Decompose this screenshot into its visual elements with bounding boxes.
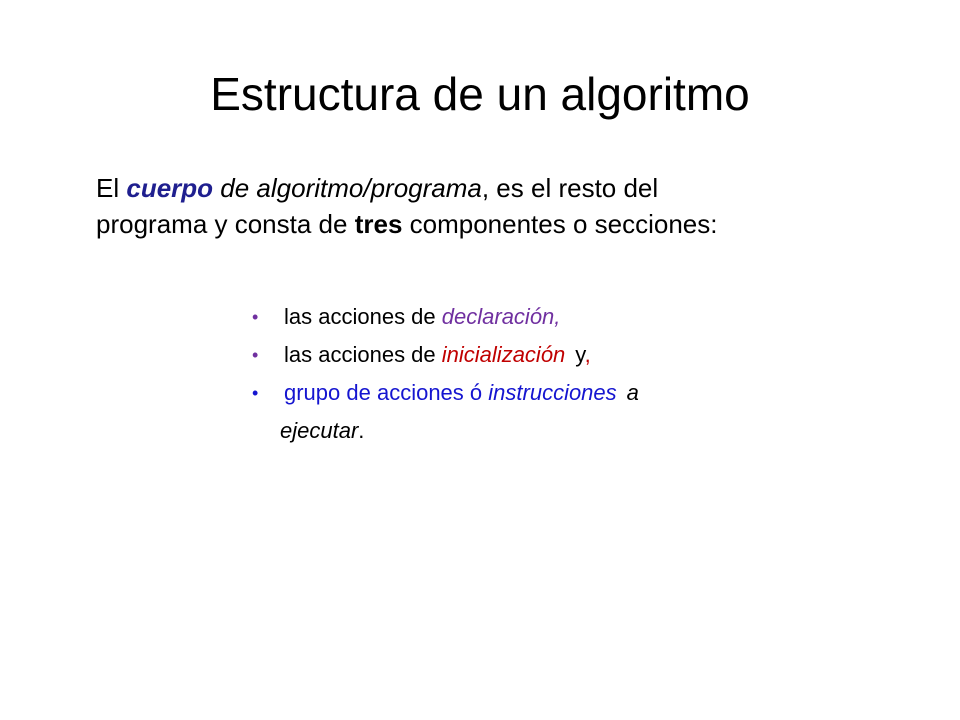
item-continuation <box>280 412 810 450</box>
list-item-inicializacion <box>250 336 810 374</box>
intro-el: El <box>96 173 120 203</box>
intro-line2-end: componentes o secciones: <box>409 209 718 239</box>
item-prefix: grupo de acciones ó <box>284 380 483 405</box>
item-continuation-text: ejecutar <box>280 418 359 443</box>
item-prefix: las acciones de <box>284 304 436 329</box>
list-item-grupo <box>250 374 810 450</box>
intro-cuerpo: cuerpo <box>126 173 214 203</box>
item-prefix: las acciones de <box>284 342 436 367</box>
intro-tres: tres <box>354 209 403 239</box>
components-list <box>250 298 810 450</box>
item-suffix-comma: , <box>584 342 591 367</box>
item-emphasis-declaracion: declaración, <box>441 304 561 329</box>
list-item-declaracion <box>250 298 810 336</box>
item-emphasis-instrucciones: instrucciones <box>488 380 617 405</box>
intro-paragraph <box>96 170 916 242</box>
bullet-icon: • <box>252 345 259 365</box>
intro-line2-start: programa y consta de <box>96 209 348 239</box>
intro-de-algoritmo: de algoritmo/programa <box>220 173 482 203</box>
intro-rest-line1: , es el resto del <box>481 173 659 203</box>
bullet-icon: • <box>252 307 259 327</box>
item-end: . <box>358 418 365 443</box>
bullet-icon: • <box>252 383 259 403</box>
item-suffix-y: y <box>575 342 585 367</box>
item-suffix-a: a <box>626 380 639 405</box>
item-emphasis-inicializacion: inicialización <box>441 342 566 367</box>
slide-title: Estructura de un algoritmo <box>210 68 750 120</box>
